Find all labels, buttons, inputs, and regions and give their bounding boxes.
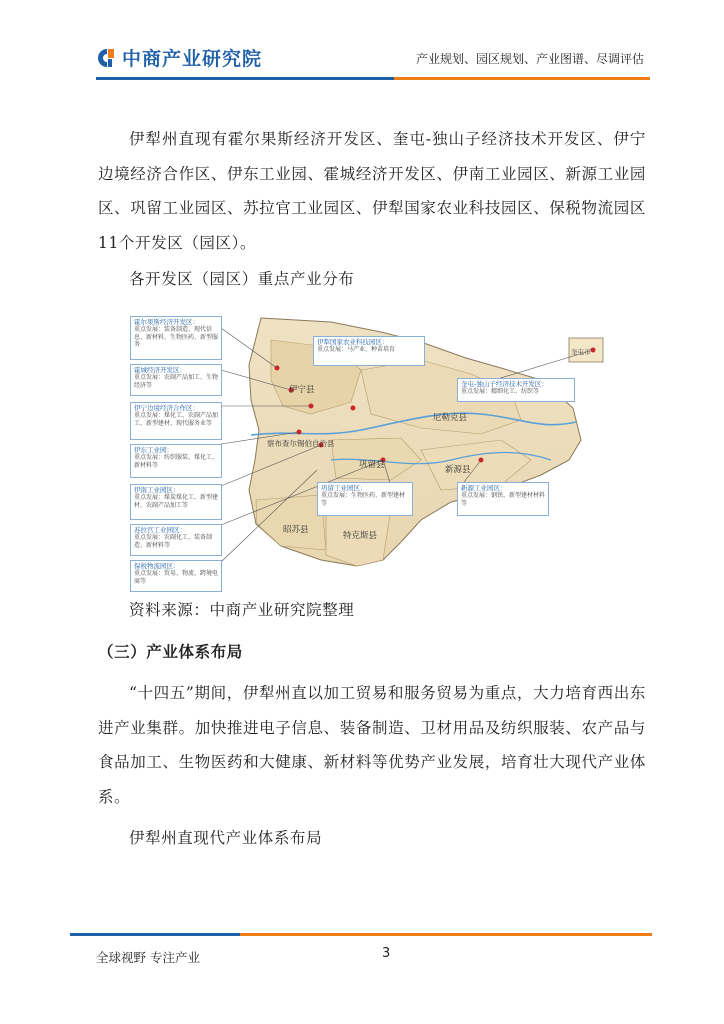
callout-box — [457, 378, 575, 402]
body-bottom — [98, 676, 646, 814]
callout-box — [313, 336, 425, 366]
footer-slogan: 全球视野 专注产业 — [96, 950, 200, 965]
region-label-gongliu: 巩留县 — [359, 460, 385, 470]
callout-body: 重点发展：煤化工、农副产品加工、新型建材、现代服务业等 — [134, 412, 219, 427]
callout-box — [130, 484, 222, 520]
page-number: 3 — [382, 946, 391, 961]
callout-title: 巩留工业园区： — [321, 484, 367, 492]
page-header — [0, 0, 724, 90]
callout-title: 保税物流园区： — [134, 562, 180, 570]
map-zhaosu-zone — [256, 495, 326, 550]
callout-body: 重点发展：钢铁、新型建材材料等 — [461, 492, 546, 507]
figure-source: 资料来源：中商产业研究院整理 — [129, 601, 355, 619]
region-label-kuitun: 奎屯市 — [571, 348, 591, 356]
brand-logo — [96, 44, 262, 71]
callout-body: 重点发展：农副产品加工、生物经济等 — [134, 374, 219, 389]
callout-body: 重点发展：贸易、物流、跨境电商等 — [134, 570, 219, 585]
callout-title: 苏拉官工业园区： — [134, 526, 186, 534]
callout-box — [130, 402, 222, 440]
callout-body: 重点发展：马产业、种苗培育 — [317, 346, 396, 353]
callout-body: 重点发展：煤炭煤化工、新型建材、农副产品加工等 — [134, 494, 219, 509]
region-label-chabucha: 察布查尔锡伯自治县 — [267, 439, 335, 448]
callout-body: 重点发展：农副化工、装备制造、新材料等 — [134, 534, 213, 549]
callout-title: 霍尔果斯经济开发区： — [134, 318, 199, 326]
callout-body: 重点发展：纺织服装、煤化工、新材料等 — [134, 454, 219, 469]
callout-title: 奎屯-独山子经济技术开发区： — [461, 380, 548, 388]
region-label-yining: 伊宁县 — [289, 385, 315, 395]
callout-title: 伊宁边境经济合作区： — [134, 404, 199, 412]
callout-box — [130, 364, 222, 396]
industry-map — [121, 310, 607, 593]
figure-caption-2: 伊犁州直现代产业体系布局 — [129, 829, 323, 847]
section-heading — [98, 637, 243, 667]
footer-rule-blue — [70, 933, 240, 936]
body-top — [98, 122, 646, 294]
callout-title: 新源工业园区： — [461, 484, 507, 492]
callout-box — [130, 560, 222, 592]
region-label-nileke: 尼勒克县 — [433, 413, 468, 423]
map-caption: 各开发区（园区）重点产业分布 — [129, 270, 355, 288]
callout-title: 伊犁国家农业科技园区： — [317, 338, 389, 346]
callout-title: 伊南工业园区： — [134, 486, 180, 494]
region-label-xinyuan: 新源县 — [445, 465, 471, 475]
section-title: （三）产业体系布局 — [98, 643, 243, 661]
callout-box — [317, 482, 413, 516]
callout-title: 伊东工业园： — [134, 446, 173, 454]
callout-body: 重点发展：生物医药、新型建材等 — [321, 492, 406, 507]
callout-title: 霍城经济开发区： — [134, 366, 186, 374]
region-label-zhaosu: 昭苏县 — [283, 525, 309, 535]
callout-body: 重点发展：装备制造、现代信息、新材料、生物医药、新型服务 — [134, 326, 219, 348]
header-rule-orange — [394, 77, 650, 80]
region-label-tekesi: 特克斯县 — [343, 531, 378, 541]
callout-box — [130, 444, 222, 478]
callout-box — [130, 524, 222, 556]
header-rule-blue — [96, 77, 394, 80]
header-tagline: 产业规划、园区规划、产业图谱、尽调评估 — [415, 52, 644, 66]
callout-box — [130, 316, 222, 360]
paragraph-parks: 伊犁州直现有霍尔果斯经济开发区、奎屯-独山子经济技术开发区、伊宁边境经济合作区、伊东工业园、霍城经济开发区、伊南工业园区、新源工业园区、巩留工业园区、苏拉官工业园区、伊犁国家农业科技园区、保税物流园区11个开发区（园区）。 — [98, 130, 646, 252]
brand-logo-icon — [96, 47, 118, 69]
paragraph-system: “十四五”期间，伊犁州直以加工贸易和服务贸易为重点，大力培育西出东进产业集群。加快推进电子信息、装备制造、卫材用品及纺织服装、农产品与食品加工、生物医药和大健康、新材料等优势产业发展，培育壮大现代产业体系。 — [98, 684, 646, 806]
park-marker — [351, 406, 356, 411]
brand-name: 中商产业研究院 — [122, 48, 263, 70]
callout-box — [457, 482, 549, 516]
callout-body: 重点发展：精细化工、纺织等 — [461, 388, 540, 395]
footer-rule-orange — [240, 933, 652, 936]
